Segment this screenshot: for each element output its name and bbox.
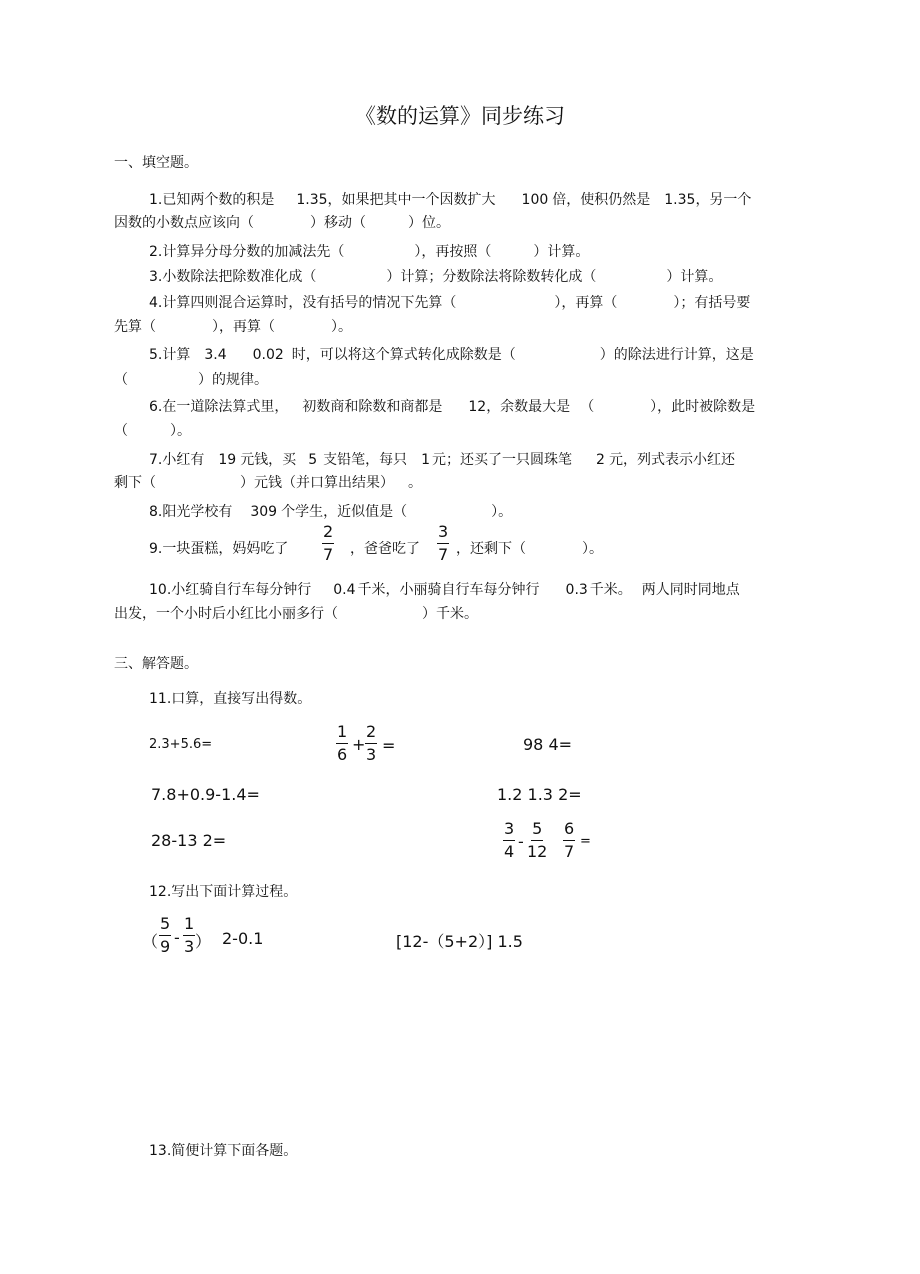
q7-value-4: 2 — [596, 452, 605, 468]
q1-value-1: 1.35 — [296, 192, 328, 208]
q6-text-d: （ ），此时被除数是 — [580, 399, 756, 415]
q12-e1-numerator-1: 5 — [159, 914, 171, 936]
question-10-line-2: 出发，一个小时后小红比小丽多行（ ）千米。 — [114, 606, 478, 622]
q12-e1-right-paren: ） — [195, 932, 212, 951]
q11-e2-numerator-2: 2 — [365, 722, 377, 744]
q1-text-d: ，另一个 — [695, 192, 752, 208]
question-5-line-2: （ ）的规律。 — [114, 372, 268, 388]
q7-line-2-period: 。 — [408, 475, 422, 491]
q12-e1-denominator-1: 9 — [160, 937, 171, 956]
question-4-line-2: 先算（ ），再算（ ）。 — [114, 319, 352, 335]
q11-e7-numerator-2: 5 — [531, 819, 543, 841]
q7-text-c: 支铅笔，每只 — [323, 452, 408, 468]
q5-text-b: 时，可以将这个算式转化成除数是（ ）的除法进行计算，这是 — [291, 347, 754, 363]
section-heading-answer: 三、解答题。 — [114, 656, 198, 672]
q5-text-a: 5.计算 — [149, 347, 191, 363]
q7-text-a: 7.小红有 — [149, 452, 205, 468]
question-12-label: 12.写出下面计算过程。 — [149, 884, 298, 900]
q11-e7-fraction-1 — [503, 819, 515, 862]
q1-value-2: 100 — [521, 192, 549, 208]
q11-expression-1: 2.3+5.6= — [149, 737, 213, 752]
q11-expression-5: 1.2 1.3 2= — [497, 785, 582, 804]
question-13-label: 13.简便计算下面各题。 — [149, 1143, 298, 1159]
q10-text-c: 千米。 — [589, 582, 632, 598]
q9-fraction-1-denominator: 7 — [323, 545, 334, 564]
q12-e1-left-paren: （ — [142, 932, 159, 951]
question-9-text-c: ，还剩下（ ）。 — [456, 541, 603, 557]
question-8 — [149, 501, 512, 521]
q7-text-d: 元；还买了一只圆珠笔 — [432, 452, 573, 468]
q7-text-b: 元钱，买 — [240, 452, 297, 468]
q11-e7-fraction-2 — [527, 819, 547, 862]
question-9-text-a: 9.一块蛋糕，妈妈吃了 — [149, 541, 289, 557]
q10-text-a: 10.小红骑自行车每分钟行 — [149, 582, 312, 598]
q9-fraction-2-denominator: 7 — [438, 545, 449, 564]
q7-text-e: 元，列式表示小红还 — [608, 452, 735, 468]
question-7-line-2 — [114, 472, 422, 492]
q1-value-3: 1.35 — [664, 192, 696, 208]
question-5-line-1 — [149, 344, 754, 364]
q11-e2-fraction-1 — [336, 722, 348, 765]
question-1-line-2: 因数的小数点应该向（ ）移动（ ）位。 — [114, 215, 450, 231]
q11-expression-4: 7.8+0.9-1.4= — [151, 785, 260, 804]
q12-e1-denominator-2: 3 — [184, 937, 195, 956]
q6-text-a: 6.在一道除法算式里， — [149, 399, 289, 415]
q11-e7-denominator-3: 7 — [564, 842, 575, 861]
q7-value-2: 5 — [308, 452, 318, 468]
q11-e2-denominator-1: 6 — [337, 745, 348, 764]
q12-e1-fraction-2 — [183, 914, 195, 957]
q11-e7-denominator-1: 4 — [504, 842, 515, 861]
q1-text-c: 倍，使积仍然是 — [552, 192, 651, 208]
question-10-line-1 — [149, 579, 740, 599]
q12-e1-minus: - — [174, 928, 180, 947]
q12-e1-rest: 2-0.1 — [222, 929, 264, 948]
q11-e7-numerator-1: 3 — [503, 819, 515, 841]
q11-expression-3: 98 4= — [523, 735, 573, 754]
question-3: 3.小数除法把除数准化成（ ）计算；分数除法将除数转化成（ ）计算。 — [149, 269, 723, 285]
q8-value-1: 309 — [250, 504, 278, 520]
question-1-line-1 — [149, 189, 751, 209]
q7-value-3: 1 — [421, 452, 431, 468]
q6-value-1: 12 — [468, 399, 487, 415]
q11-e7-fraction-3 — [563, 819, 575, 862]
q11-e2-plus: + — [352, 735, 366, 754]
question-7-line-1 — [149, 449, 735, 469]
q5-value-1: 3.4 — [204, 347, 227, 363]
q1-text-b: ，如果把其中一个因数扩大 — [327, 192, 496, 208]
q9-fraction-2-numerator: 3 — [437, 522, 449, 544]
q11-e7-denominator-2: 12 — [527, 842, 548, 861]
q12-expression-2: [12-（5+2）] 1.5 — [396, 932, 523, 951]
q7-line-2-text: 剩下（ ）元钱（并口算出结果） — [114, 475, 394, 491]
q11-e2-denominator-2: 3 — [366, 745, 377, 764]
q10-value-2: 0.3 — [565, 582, 588, 598]
question-6-line-2: （ ）。 — [114, 423, 191, 439]
q10-text-b: 千米，小丽骑自行车每分钟行 — [357, 582, 540, 598]
q10-text-d: 两人同时同地点 — [641, 582, 740, 598]
q10-value-1: 0.4 — [333, 582, 356, 598]
q12-e1-fraction-1 — [159, 914, 171, 957]
question-9-text-b: ，爸爸吃了 — [350, 541, 420, 557]
q11-expression-6: 28-13 2= — [151, 831, 227, 850]
q1-text-a: 1.已知两个数的积是 — [149, 192, 275, 208]
q8-text-b: 个学生，近似值是（ ）。 — [281, 504, 513, 520]
q9-fraction-2 — [437, 522, 449, 565]
section-heading-fill: 一、填空题。 — [114, 155, 198, 171]
question-6-line-1 — [149, 396, 755, 416]
q11-e2-numerator-1: 1 — [336, 722, 348, 744]
q9-fraction-1 — [322, 522, 334, 565]
q8-text-a: 8.阳光学校有 — [149, 504, 233, 520]
q9-fraction-1-numerator: 2 — [322, 522, 334, 544]
question-11-label: 11.口算，直接写出得数。 — [149, 691, 312, 707]
q6-text-c: ，余数最大是 — [486, 399, 571, 415]
question-2: 2.计算异分母分数的加减法先（ ），再按照（ ）计算。 — [149, 244, 590, 260]
q6-text-b: 初数商和除数和商都是 — [302, 399, 443, 415]
q7-value-1: 19 — [218, 452, 237, 468]
q5-value-2: 0.02 — [252, 347, 284, 363]
page-title: 《数的运算》同步练习 — [355, 104, 565, 128]
q11-e2-fraction-2 — [365, 722, 377, 765]
question-4-line-1: 4.计算四则混合运算时，没有括号的情况下先算（ ），再算（ ）；有括号要 — [149, 295, 751, 311]
q11-e7-numerator-3: 6 — [563, 819, 575, 841]
q11-e2-equals: = — [382, 736, 396, 755]
q12-e1-numerator-2: 1 — [183, 914, 195, 936]
q11-e7-equals: = — [580, 834, 591, 849]
q11-e7-minus: - — [518, 832, 524, 851]
